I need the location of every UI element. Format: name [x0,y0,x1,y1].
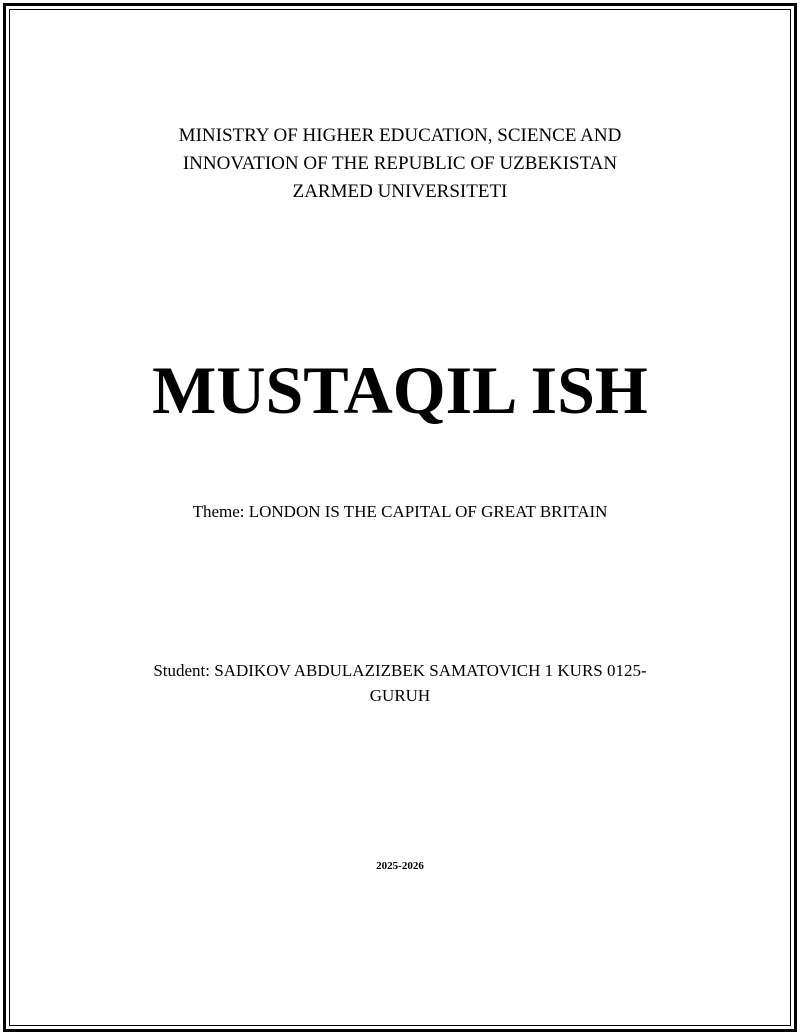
header-line-3: ZARMED UNIVERSITETI [292,181,508,202]
academic-year: 2025-2026 [376,860,424,872]
theme-line: Theme: LONDON IS THE CAPITAL OF GREAT BRITAIN [192,502,608,521]
student-line-2: GURUH [369,686,431,705]
student-line-1: Student: SADIKOV ABDULAZIZBEK SAMATOVICH 1 KURS 0125- [153,661,647,680]
header-line-1: MINISTRY OF HIGHER EDUCATION, SCIENCE AND [178,125,622,146]
header-line-2: INNOVATION OF THE REPUBLIC OF UZBEKISTAN [182,153,618,174]
student-info [0,658,800,708]
institution-header [0,122,800,206]
document-title: MUSTAQIL ISH [152,352,648,428]
